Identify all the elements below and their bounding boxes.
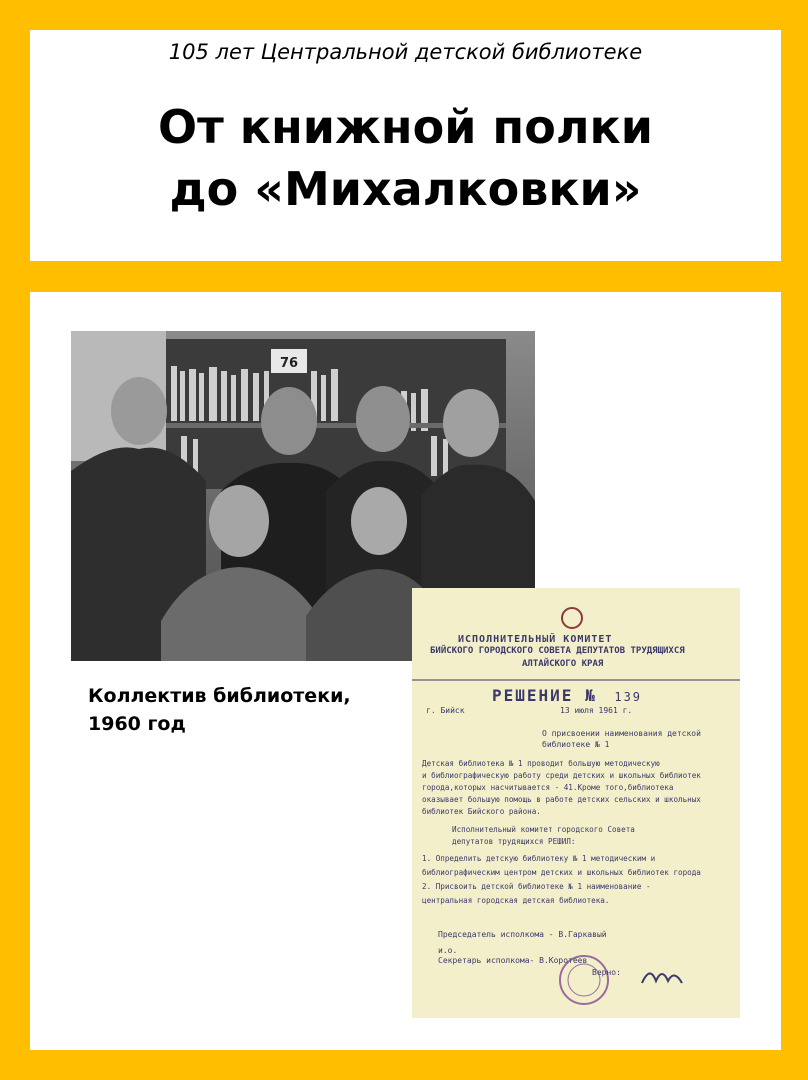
doc-body-line: Детская библиотека № 1 проводит большую методическую bbox=[422, 759, 660, 768]
doc-verified: Верно: bbox=[592, 968, 621, 977]
decision-document bbox=[412, 588, 740, 1018]
main-title-line2: до «Михалковки» bbox=[169, 162, 642, 216]
doc-body bbox=[422, 758, 740, 818]
doc-body-line: оказывает большую помощь в работе детских сельских и школьных bbox=[422, 795, 701, 804]
photo-caption bbox=[88, 682, 368, 738]
doc-intro-line: Исполнительный комитет городского Совета bbox=[452, 825, 635, 834]
doc-intro-line: депутатов трудящихся РЕШИЛ: bbox=[452, 837, 576, 846]
photo-caption-line1: Коллектив библиотеки, bbox=[88, 685, 351, 707]
doc-city: г. Бийск bbox=[426, 706, 465, 715]
doc-decision-title bbox=[492, 686, 642, 705]
doc-point-line: 2. Присвоить детской библиотеке № 1 наименование - bbox=[422, 882, 651, 891]
doc-resolution-intro bbox=[452, 824, 740, 848]
doc-points bbox=[422, 852, 740, 908]
signature-mark bbox=[642, 973, 682, 983]
doc-decision-label: РЕШЕНИЕ № bbox=[492, 686, 597, 705]
subtitle: 105 лет Центральной детской библиотеке bbox=[168, 40, 643, 64]
doc-point-line: 1. Определить детскую библиотеку № 1 методическим и bbox=[422, 854, 656, 863]
photo-shelf-sign: 76 bbox=[280, 356, 299, 371]
doc-decision-number: 139 bbox=[614, 690, 643, 704]
doc-org-line2: БИЙСКОГО ГОРОДСКОГО СОВЕТА ДЕПУТАТОВ ТРУДЯЩИХСЯ bbox=[430, 646, 685, 656]
photo-caption-line2: 1960 год bbox=[88, 713, 186, 735]
doc-org-line3: АЛТАЙСКОГО КРАЯ bbox=[522, 659, 604, 669]
doc-subject: О присвоении наименования детской библиотеке № 1 bbox=[542, 729, 701, 749]
content-panel bbox=[30, 292, 781, 1050]
main-title bbox=[30, 96, 781, 220]
doc-acting: и.о. bbox=[438, 946, 458, 955]
doc-date: 13 июля 1961 г. bbox=[560, 706, 633, 715]
doc-body-line: и библиографическую работу среди детских и школьных библиотек bbox=[422, 771, 701, 780]
doc-point-line: центральная городская детская библиотека. bbox=[422, 896, 610, 905]
doc-body-line: библиотек Бийского района. bbox=[422, 807, 541, 816]
doc-secretary: Секретарь исполкома- В.Коротеев bbox=[438, 956, 588, 965]
doc-org-line1: ИСПОЛНИТЕЛЬНЫЙ КОМИТЕТ bbox=[458, 634, 613, 645]
emblem-icon bbox=[562, 608, 582, 628]
doc-chairman: Председатель исполкома - В.Гаркавый bbox=[438, 930, 607, 939]
doc-body-line: города,которых насчитывается - 41.Кроме того,библиотека bbox=[422, 783, 674, 792]
doc-point-line: библиографическим центром детских и школьных библиотек города bbox=[422, 868, 701, 877]
main-title-line1: От книжной полки bbox=[158, 100, 653, 154]
header-panel bbox=[30, 30, 781, 261]
